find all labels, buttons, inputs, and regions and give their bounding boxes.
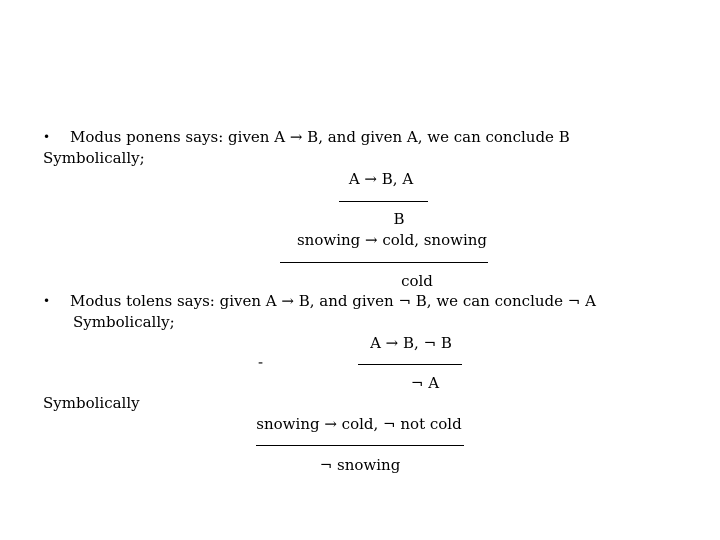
ponens-conclusion: B	[393, 210, 405, 228]
ponens-rule	[339, 201, 428, 202]
symbolically-label-3: Symbolically	[43, 394, 140, 412]
modus-ponens-statement: Modus ponens says: given A → B, and given A, we can conclude B	[70, 128, 570, 146]
modus-tolens-statement: Modus tolens says: given A → B, and given ¬ B, we can conclude ¬ A	[70, 292, 596, 310]
symbolically-label-1: Symbolically;	[43, 149, 145, 167]
tolens-rule	[358, 364, 462, 365]
tolens-example-rule	[256, 445, 464, 446]
tolens-example-premise: snowing → cold, ¬ not cold	[256, 415, 462, 433]
stray-dash: -	[258, 353, 264, 371]
ponens-premise: A → B, A	[348, 170, 414, 188]
bullet-2: •	[43, 294, 51, 308]
symbolically-label-2: Symbolically;	[73, 313, 175, 331]
tolens-premise: A → B, ¬ B	[370, 334, 452, 352]
tolens-example-conclusion: ¬ snowing	[319, 456, 401, 474]
tolens-conclusion: ¬ A	[410, 374, 440, 392]
ponens-example-conclusion: cold	[401, 272, 433, 290]
ponens-example-rule	[280, 262, 488, 263]
ponens-example-premise: snowing → cold, snowing	[296, 231, 488, 249]
bullet-1: •	[43, 130, 51, 144]
